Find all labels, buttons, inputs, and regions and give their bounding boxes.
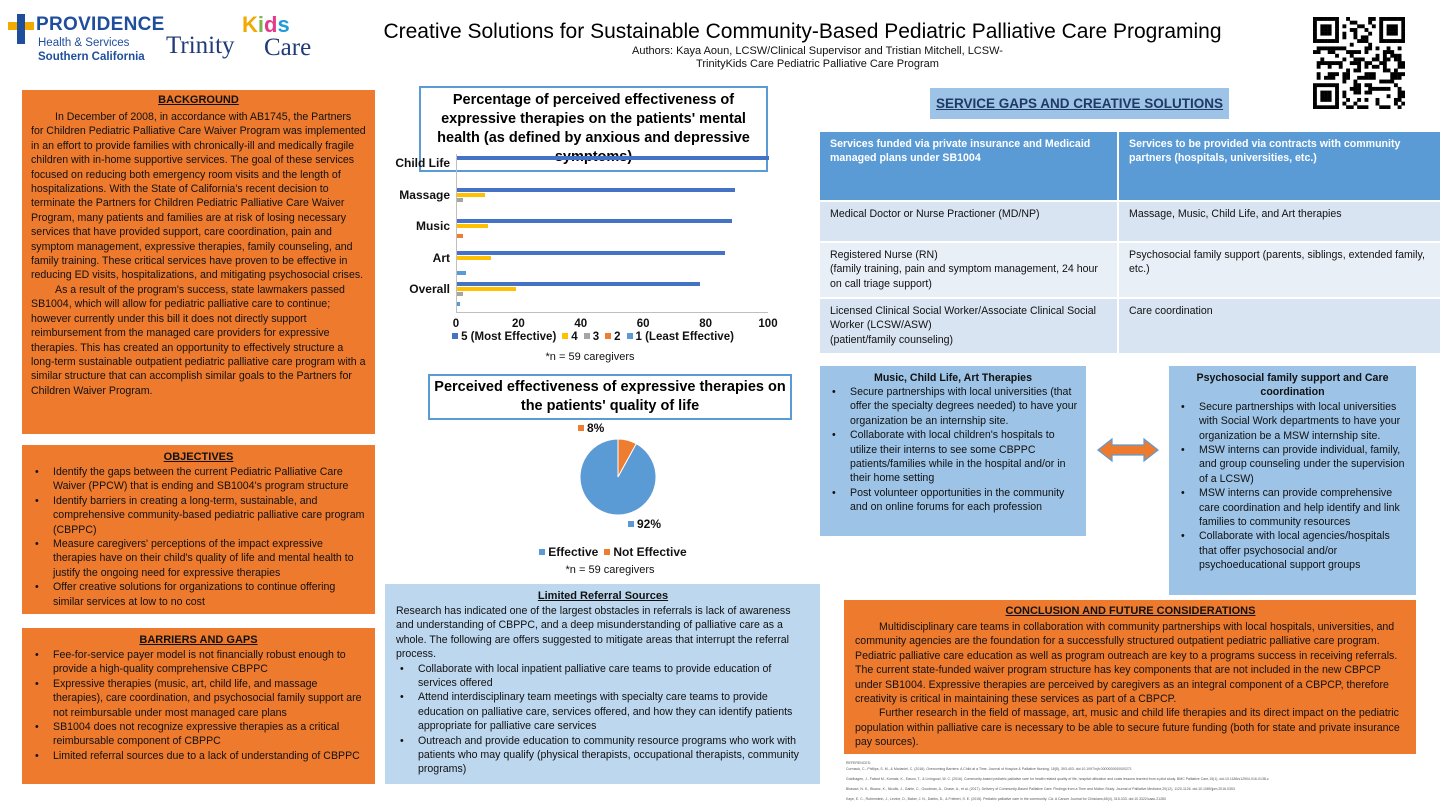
table-header-col2: Services to be provided via contracts with community partners (hospitals, universities, etc.) — [1119, 132, 1440, 200]
bar-child-life-series-1 — [457, 156, 769, 160]
table-header-col1: Services funded via private insurance and Medicaid managed plans under SB1004 — [820, 132, 1117, 200]
bar-category-label: Art — [432, 250, 450, 265]
background-paragraph-2: As a result of the program's success, state lawmakers passed SB1004, which will allow for pediatric palliative care to continue; however currently under this bill it does not directly support reimbursement from the managed care providers for expressive therapies. This has created an opportunity to effectively structure a long-term sustainable outpatient pediatric palliative care program with a similar structure that can accomplish similar goals to the Partners for Children Waiver Program. — [31, 283, 366, 397]
bar-art-series-2 — [457, 256, 491, 260]
service-gaps-table — [818, 130, 1440, 355]
psychosocial-heading: Psychosocial family support and Care coordination — [1196, 372, 1389, 399]
barrier-item: • Fee-for-service payer model is not financially robust enough to provide a high-quality comprehensive CBPPC — [31, 648, 366, 677]
conclusion-section — [844, 600, 1416, 754]
bar-x-tick-label: 40 — [574, 317, 588, 330]
table-cell: Psychosocial family support (parents, siblings, extended family, etc.) — [1119, 243, 1440, 297]
bar-music-series-2 — [457, 224, 488, 228]
pie-chart — [540, 418, 700, 538]
pie-label-text: 8% — [587, 421, 605, 435]
therapies-list — [828, 385, 1078, 515]
legend-swatch — [562, 333, 568, 339]
reference-item: Bhasavi, N. K., Bisanz, K., Nicolls, J., Gable, C., Goodman, A., Chase, A., et al. (2017). Delivery of Community-Based Palliative Care: Findings from a Time and Motion Study. Journal of Palliative Medicine,20(12), 1120-1126. doi:10.1089/jpm.2016.0353 — [846, 787, 1235, 791]
pie-svg — [540, 418, 700, 538]
bar-chart-note: *n = 59 caregivers — [545, 351, 635, 363]
bar-category-label: Massage — [399, 187, 450, 202]
barrier-item: • SB1004 does not recognize expressive therapies as a critical reimbursable component of CBPPC — [31, 720, 366, 749]
table-cell: Registered Nurse (RN) (family training, pain and symptom management, 24 hour on call triage support) — [820, 243, 1117, 297]
providence-sub2: Southern California — [38, 51, 145, 63]
legend-label: Not Effective — [613, 545, 687, 559]
pie-value-label — [628, 517, 661, 531]
therapies-item: • Collaborate with local children's hospitals to utilize their interns to see some CBPPC patients/families while in the hospital and/or in their home setting — [828, 428, 1078, 486]
referral-item: • Outreach and provide education to community resource programs who work with patients who may qualify (physical therapists, occupational therapists, community programs) — [396, 734, 810, 777]
bar-category-label: Child Life — [395, 156, 450, 170]
legend-swatch — [452, 333, 458, 339]
bar-massage-series-2 — [457, 193, 485, 197]
psychosocial-item: • MSW interns can provide individual, family, and group counseling under the supervision of a LCSW) — [1177, 443, 1408, 486]
trinity-kids-care-logo — [166, 12, 326, 68]
pie-legend-item — [533, 545, 598, 559]
barriers-section — [22, 628, 375, 784]
background-paragraph-1: In December of 2008, in accordance with AB1745, the Partners for Children Pediatric Palliative Care Waiver Program was implemented in an effort to provide families with chronically-ill and medically fragile children with in-home supportive services. The goal of these services focused on reducing both emergency room visits and the length of hospitalizations. With the State of California's recent decision to terminate the Partners for Children Pediatric Palliative Care Waiver Program, many patients and families are at risk of losing necessary services that have provided support, care coordination, pain and symptom management, expressive therapies, family counseling, and family training. These critical services have proven to be effective in reducing ED visits, hospitalizations, and mitigating psychosocial crises. — [31, 111, 366, 282]
referral-list — [396, 662, 810, 777]
bar-legend-item — [556, 331, 577, 343]
objectives-section — [22, 445, 375, 614]
bar-legend-item — [621, 331, 734, 343]
bar-massage-series-1 — [457, 188, 735, 192]
referral-item: • Attend interdisciplinary team meetings with specialty care teams to provide education on palliative care, services offered, and how they can identify patients appropriate for palliative care services — [396, 690, 810, 733]
bar-category-label: Overall — [409, 282, 450, 296]
bar-x-tick-label: 20 — [511, 317, 525, 330]
referral-item: • Collaborate with local inpatient palliative care teams to provide education of services offered — [396, 662, 810, 691]
conclusion-paragraph-1: Multidisciplinary care teams in collaboration with community partnerships with local hospitals, universities, and community agencies are the foundation for a successfully structured outpatient pediatric palliative care program. Pediatric palliative care education as well as program outreach are key to a programs success in receiving referrals. The current state-funded waiver program structure has key components that are not included in the new CBPCP under SB1004. Expressive therapies are perceived by caregivers as an integral component of a CBPCP, therefore creativity is critical in maintaining these services as part of a CBPCP. — [855, 621, 1398, 706]
bar-overall-series-3 — [457, 292, 463, 296]
psychosocial-item: • Secure partnerships with local universities with Social Work departments to have your organization be a MSW internship site. — [1177, 400, 1408, 443]
pie-label-text: 92% — [637, 517, 662, 531]
qr-code[interactable] — [1313, 17, 1405, 109]
conclusion-paragraph-2: Further research in the field of massage, art, music and child life therapies and its direct impact on the pediatric population within palliative care is necessary to be able to secure future funding (both for state and private insurance pay sources). — [855, 707, 1400, 749]
table-cell: Licensed Clinical Social Worker/Associate Clinical Social Worker (LCSW/ASW) (patient/family counseling) — [820, 299, 1117, 353]
reference-item: Cormack, C., Phillips, S. M., & Mcdaniel, C. (2016). Overcoming Barriers: A Child at a Time. Journal of Hospice & Palliative Nursing, 18(5), 393-403. doi:10.1097/njh.0000000000000271 — [846, 767, 1132, 771]
references-heading: REFERENCES: — [846, 761, 871, 765]
legend-swatch — [627, 333, 633, 339]
pie-chart-note: *n = 59 caregivers — [565, 564, 655, 576]
pie-slice-effective — [580, 439, 656, 515]
bar-massage-series-3 — [457, 198, 463, 202]
barriers-heading: BARRIERS AND GAPS — [139, 634, 258, 646]
legend-label: 1 (Least Effective) — [635, 331, 734, 343]
pie-legend-item — [598, 545, 686, 559]
care-word: Care — [264, 34, 312, 61]
legend-swatch — [539, 549, 545, 555]
table-cell: Care coordination — [1119, 299, 1440, 353]
bar-chart — [380, 150, 800, 350]
psychosocial-item: • Collaborate with local agencies/hospitals that offer psychosocial and/or psychoeducational support groups — [1177, 529, 1408, 572]
therapies-heading: Music, Child Life, Art Therapies — [874, 372, 1032, 384]
barrier-item: • Expressive therapies (music, art, child life, and massage therapies), care coordination, and psychosocial family support are not reimbursable under most managed care plans — [31, 677, 366, 720]
bar-legend-item — [578, 331, 599, 343]
bar-art-series-5 — [457, 271, 466, 275]
organization: TrinityKids Care Pediatric Palliative Care Program — [696, 58, 939, 70]
legend-label: Effective — [548, 545, 599, 559]
bar-legend-item — [599, 331, 620, 343]
poster-title: Creative Solutions for Sustainable Community-Based Pediatric Palliative Care Programing — [383, 20, 1222, 43]
service-gaps-heading: SERVICE GAPS AND CREATIVE SOLUTIONS — [930, 88, 1229, 119]
bar-legend-item — [446, 331, 556, 343]
pie-value-label — [578, 421, 604, 435]
psychosocial-item: • MSW interns can provide comprehensive care coordination and help identify and link families to community resources — [1177, 486, 1408, 529]
objective-item: • Offer creative solutions for organizations to continue offering similar services at low to no cost — [31, 580, 366, 609]
legend-swatch — [584, 333, 590, 339]
reference-item: Goldhagen, J., Fafard M., Komatz, K., Eason, T., & Livingood, W. C. (2016). Community-based pediatric palliative care for health related quality of life, hospital utilization and costs lessons learned from a pilot study. BMC Palliative Care,15(1). doi:10.1186/s12904-016-0138-z — [846, 777, 1269, 781]
table-cell: Massage, Music, Child Life, and Art therapies — [1119, 202, 1440, 241]
pie-label-swatch — [628, 521, 634, 527]
legend-label: 2 — [614, 331, 621, 343]
cross-icon — [8, 14, 34, 44]
reference-item: Kaye, E. C., Rubenstein, J., Levine, D., Baker, J. N., Dabbs, D., & Friebert, S. E. (2015). Pediatric palliative care in the community. CA: A Cancer Journal for Clinicians,65(4), 315-333. doi:10.3322/caac.21280 — [846, 797, 1166, 801]
objective-item: • Measure caregivers' perceptions of the impact expressive therapies have on their child's quality of life and mental health to justify the ongoing need for expressive therapies — [31, 537, 366, 580]
referral-intro: Research has indicated one of the largest obstacles in referrals is lack of awareness and understanding of CBPPC, and a deep misunderstanding of palliative care as a whole. The following are offers suggested to mitigate areas that interrupt the referral process. — [396, 605, 791, 661]
trinity-word: Trinity — [166, 32, 235, 59]
legend-label: 4 — [571, 331, 578, 343]
pie-label-swatch — [578, 425, 584, 431]
providence-name: PROVIDENCE — [36, 14, 165, 35]
bar-x-tick-label: 0 — [452, 317, 460, 330]
providence-sub1: Health & Services — [38, 37, 130, 49]
bar-category-label: Music — [415, 219, 450, 233]
therapies-item: • Secure partnerships with local universities (that offer the specialty degrees needed) to have your organization be an internship site. — [828, 385, 1078, 428]
therapies-item: • Post volunteer opportunities in the community and on online forums for each profession — [828, 486, 1078, 515]
bar-x-tick-label: 100 — [758, 317, 778, 330]
objective-item: • Identify barriers in creating a long-term, sustainable, and comprehensive community-based pediatric palliative care program (CBPPC) — [31, 494, 366, 537]
objectives-heading: OBJECTIVES — [163, 451, 234, 463]
bar-chart-legend — [380, 331, 800, 343]
psychosocial-list — [1177, 400, 1408, 573]
references — [846, 760, 1416, 808]
bar-overall-series-2 — [457, 287, 516, 291]
legend-label: 3 — [592, 331, 600, 343]
barrier-item: • Limited referral sources due to a lack of understanding of CBPPC — [31, 749, 366, 763]
objective-item: • Identify the gaps between the current Pediatric Palliative Care Waiver (PPCW) that is ending and SB1004's program structure — [31, 465, 366, 494]
legend-label: 5 (Most Effective) — [461, 331, 557, 343]
bar-art-series-1 — [457, 251, 725, 255]
pie-chart-title: Perceived effectiveness of expressive therapies on the patients' quality of life — [428, 374, 792, 420]
providence-logo — [8, 12, 168, 68]
bar-chart-x-axis — [456, 312, 768, 313]
legend-swatch — [605, 333, 611, 339]
authors: Authors: Kaya Aoun, LCSW/Clinical Supervisor and Tristian Mitchell, LCSW- — [632, 45, 1003, 57]
bar-chart-title: Percentage of perceived effectiveness of expressive therapies on the patients' mental health (as defined by anxious and depressive — [419, 86, 768, 172]
bar-music-series-4 — [457, 234, 463, 238]
background-heading: BACKGROUND — [158, 94, 239, 106]
bar-x-tick-label: 80 — [699, 317, 712, 330]
background-section — [22, 90, 375, 434]
legend-swatch — [604, 549, 610, 555]
referral-section — [385, 584, 820, 784]
bar-overall-series-1 — [457, 282, 700, 286]
kids-word: Kids — [242, 12, 290, 37]
bar-music-series-1 — [457, 219, 732, 223]
bar-x-tick-label: 60 — [636, 317, 650, 330]
therapies-solutions-box — [820, 366, 1086, 536]
pie-chart-legend — [450, 545, 770, 559]
psychosocial-solutions-box — [1169, 366, 1416, 595]
bar-overall-series-5 — [457, 302, 460, 306]
conclusion-heading: CONCLUSION AND FUTURE CONSIDERATIONS — [1005, 605, 1256, 617]
table-cell: Medical Doctor or Nurse Practioner (MD/NP) — [820, 202, 1117, 241]
double-arrow-icon — [1096, 436, 1160, 464]
referral-heading: Limited Referral Sources — [537, 590, 669, 602]
barriers-list — [31, 648, 366, 763]
objectives-list — [31, 465, 366, 609]
